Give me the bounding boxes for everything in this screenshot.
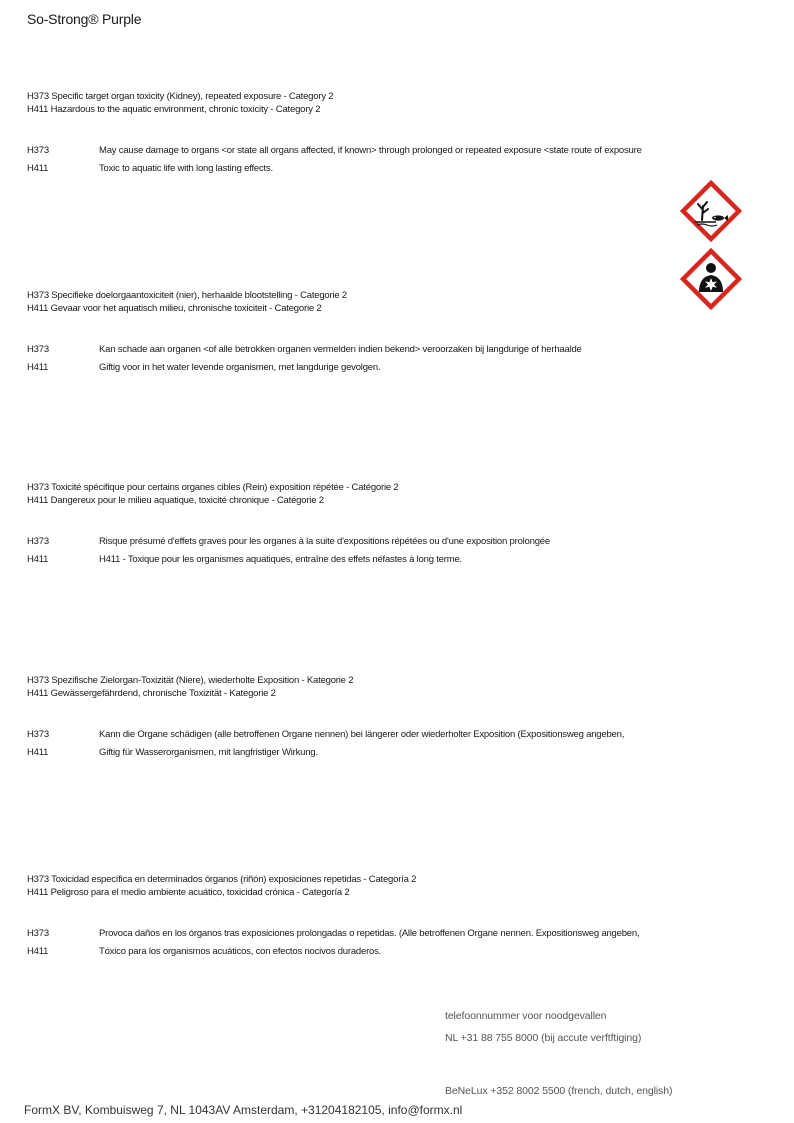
emergency-label: telefoonnummer voor noodgevallen bbox=[445, 1010, 607, 1022]
hazard-statement-row bbox=[27, 362, 767, 380]
hazard-statement-row bbox=[27, 747, 767, 765]
hazard-statement-row bbox=[27, 145, 767, 163]
hazard-statement-row bbox=[27, 928, 767, 946]
classification-line: H411 Dangereux pour le milieu aquatique, toxicité chronique - Catégorie 2 bbox=[27, 495, 324, 506]
ghs-pictograms bbox=[680, 180, 742, 316]
hazard-section-german bbox=[27, 674, 767, 765]
hazard-statement-row bbox=[27, 536, 767, 554]
hazard-text: May cause damage to organs <or state all organs affected, if known> through prolonged or repeated exposure <state route of exposure bbox=[99, 145, 642, 156]
classification-line: H373 Toxicidad específica en determinados órganos (riñón) exposiciones repetidas - Categoría 2 bbox=[27, 874, 417, 885]
hazard-code: H411 bbox=[27, 362, 49, 373]
hazard-code: H373 bbox=[27, 145, 49, 156]
classification-line: H373 Specifieke doelorgaantoxiciteit (nier), herhaalde blootstelling - Categorie 2 bbox=[27, 290, 347, 301]
hazard-code: H411 bbox=[27, 554, 49, 565]
hazard-code: H411 bbox=[27, 747, 49, 758]
hazard-text: Provoca daños en los órganos tras exposiciones prolongadas o repetidas. (Alle betroffenen Organe nennen. Expositionsweg angeben, bbox=[99, 928, 640, 939]
hazard-text: Kan schade aan organen <of alle betrokken organen vermelden indien bekend> veroorzaken bij langdurige of herhaalde bbox=[99, 344, 582, 355]
hazard-code: H411 bbox=[27, 163, 49, 174]
hazard-code: H373 bbox=[27, 344, 49, 355]
hazard-statement-row bbox=[27, 946, 767, 964]
hazard-code: H411 bbox=[27, 946, 49, 957]
product-title: So-Strong® Purple bbox=[27, 11, 142, 27]
classification-line: H411 Gevaar voor het aquatisch milieu, chronische toxiciteit - Categorie 2 bbox=[27, 303, 322, 314]
classification-line: H373 Toxicité spécifique pour certains organes cibles (Rein) exposition répétée - Catégorie 2 bbox=[27, 482, 399, 493]
hazard-text: Risque présumé d'effets graves pour les organes à la suite d'expositions répétées ou d'une exposition prolongée bbox=[99, 536, 550, 547]
hazard-code: H373 bbox=[27, 536, 49, 547]
classification-line: H373 Specific target organ toxicity (Kidney), repeated exposure - Category 2 bbox=[27, 91, 334, 102]
hazard-text: Kann die Organe schädigen (alle betroffenen Organe nennen) bei längerer oder wiederholter Exposition (Expositionsweg angeben, bbox=[99, 729, 625, 740]
hazard-statement-row bbox=[27, 163, 767, 181]
classification-line: H411 Gewässergefährdend, chronische Toxizität - Kategorie 2 bbox=[27, 688, 276, 699]
hazard-section-french bbox=[27, 481, 767, 572]
hazard-statement-row bbox=[27, 554, 767, 572]
ghs09-environment-icon bbox=[680, 180, 742, 242]
hazard-section-english bbox=[27, 90, 767, 181]
emergency-number-nl: NL +31 88 755 8000 (bij accute verftftiging) bbox=[445, 1032, 642, 1044]
hazard-text: Toxic to aquatic life with long lasting effects. bbox=[99, 163, 273, 174]
hazard-statement-row bbox=[27, 344, 767, 362]
emergency-number-benelux: BeNeLux +352 8002 5500 (french, dutch, english) bbox=[445, 1085, 673, 1097]
hazard-text: Tóxico para los organismos acuáticos, con efectos nocivos duraderos. bbox=[99, 946, 382, 957]
classification-line: H373 Spezifische Zielorgan-Toxizität (Niere), wiederholte Exposition - Kategorie 2 bbox=[27, 675, 354, 686]
classification-line: H411 Hazardous to the aquatic environment, chronic toxicity - Category 2 bbox=[27, 104, 321, 115]
ghs08-health-hazard-icon bbox=[680, 248, 742, 310]
classification-line: H411 Peligroso para el medio ambiente acuático, toxicidad crónica - Categoría 2 bbox=[27, 887, 350, 898]
hazard-text: Giftig für Wasserorganismen, mit langfristiger Wirkung. bbox=[99, 747, 318, 758]
hazard-text: Giftig voor in het water levende organismen, met langdurige gevolgen. bbox=[99, 362, 381, 373]
company-footer: FormX BV, Kombuisweg 7, NL 1043AV Amsterdam, +31204182105, info@formx.nl bbox=[24, 1103, 463, 1117]
hazard-statement-row bbox=[27, 729, 767, 747]
hazard-code: H373 bbox=[27, 928, 49, 939]
hazard-section-dutch bbox=[27, 289, 767, 380]
hazard-code: H373 bbox=[27, 729, 49, 740]
hazard-text: H411 - Toxique pour les organismes aquatiques, entraîne des effets néfastes à long terme. bbox=[99, 554, 462, 565]
hazard-section-spanish bbox=[27, 873, 767, 964]
